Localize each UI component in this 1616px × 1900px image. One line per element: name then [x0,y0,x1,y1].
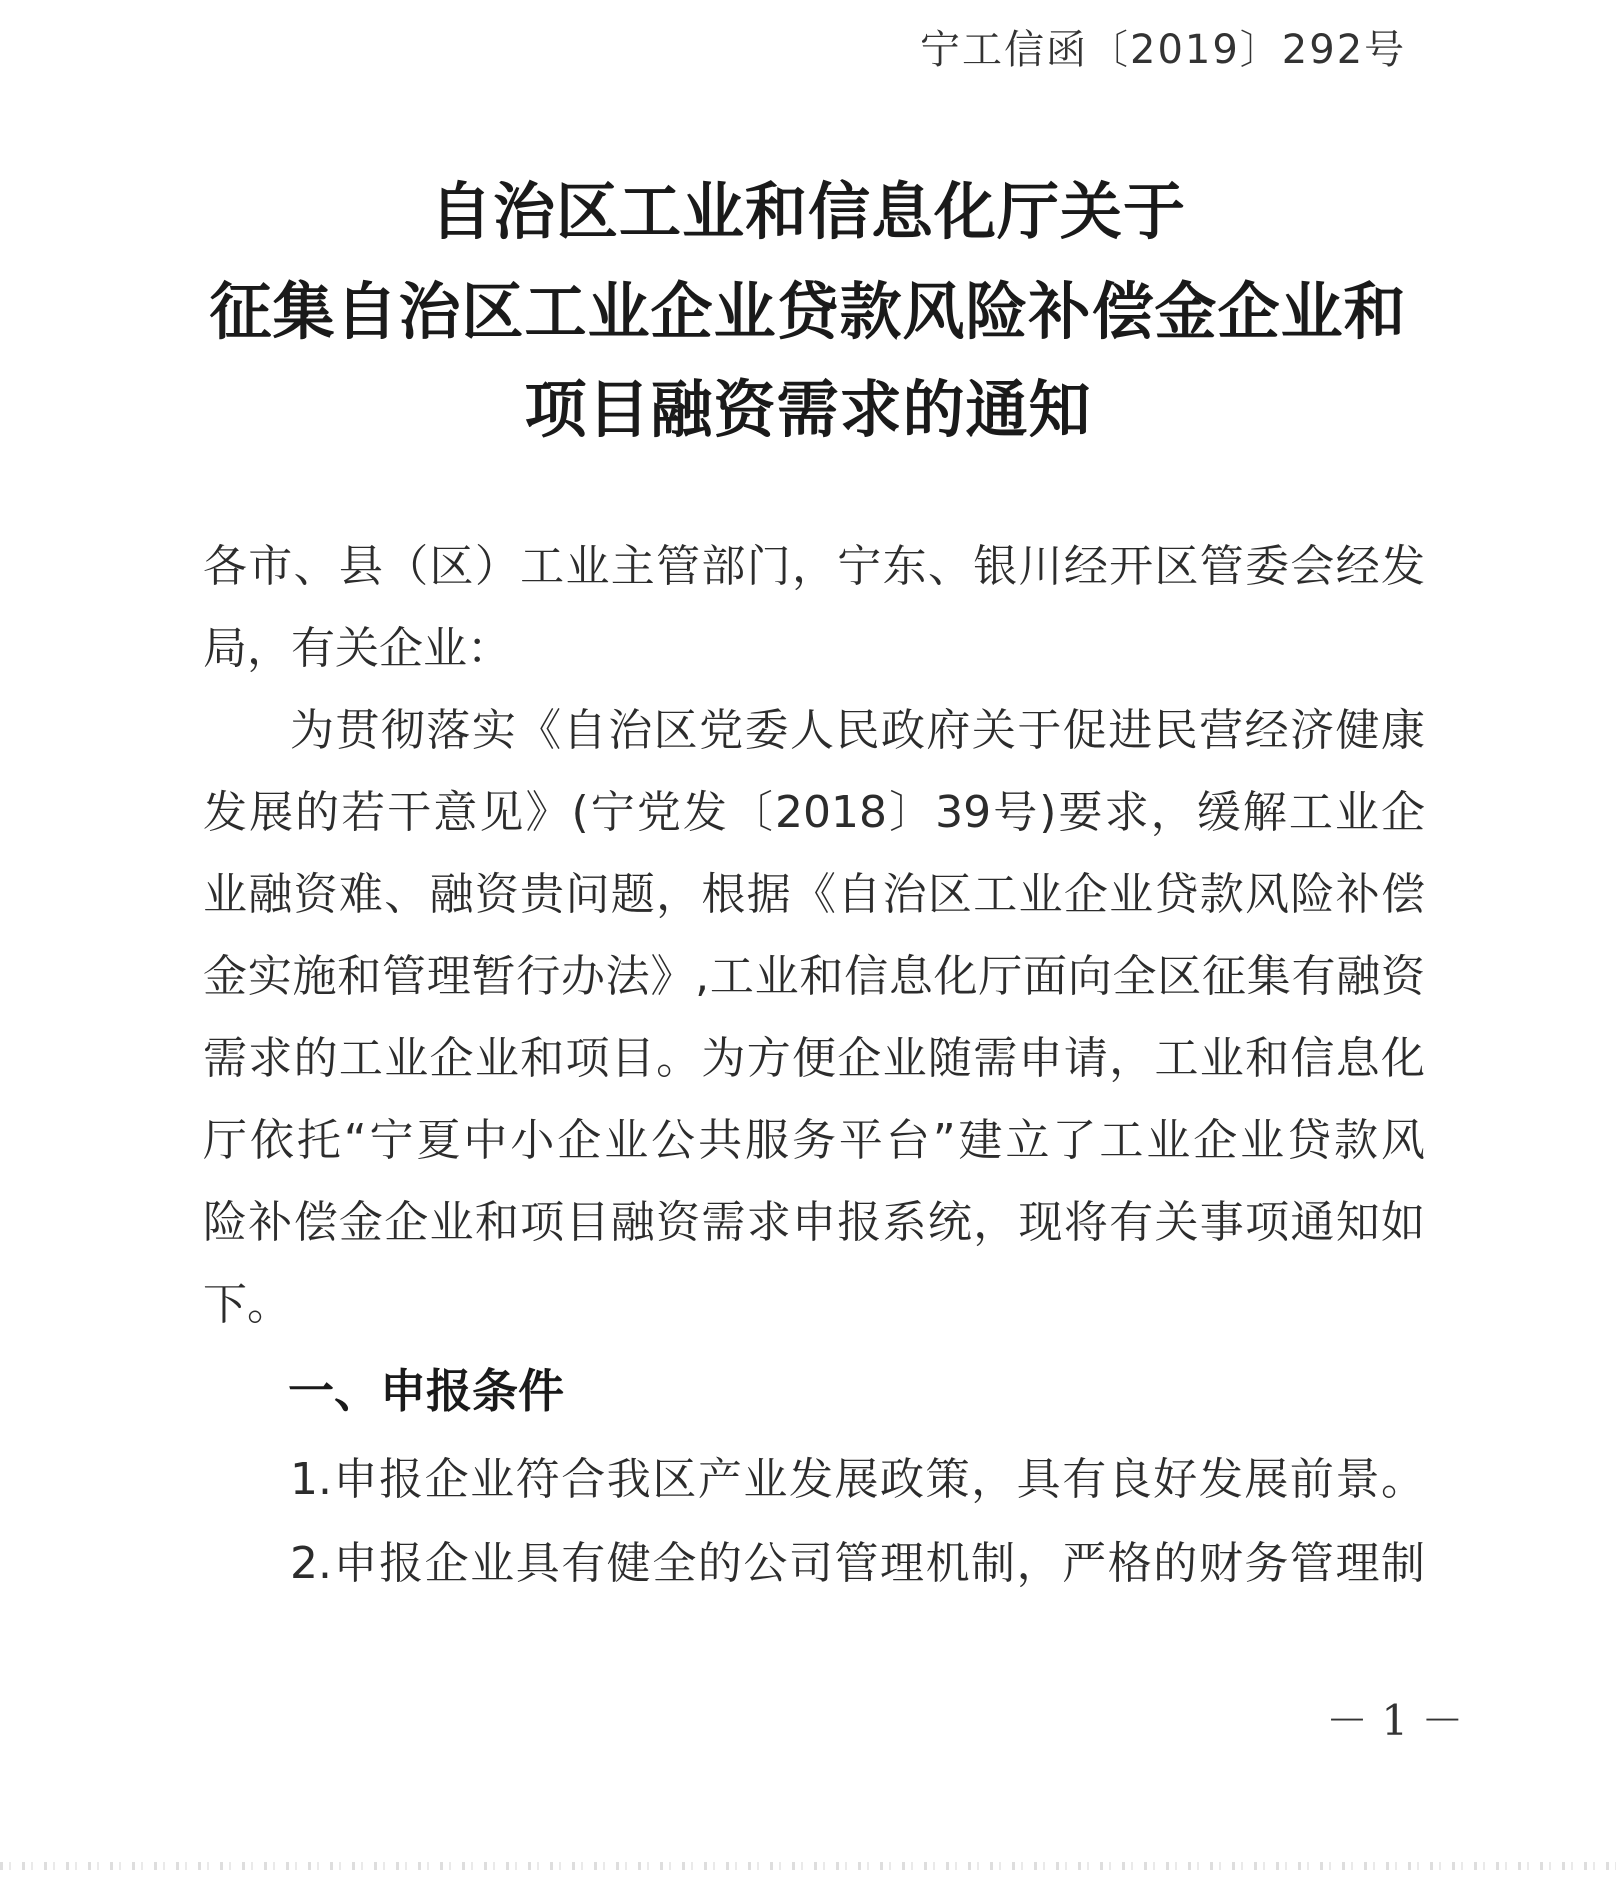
addressee-line-2: 局，有关企业： [203,623,511,674]
paragraph-line: 发展的若干意见》(宁党发〔2018〕39号)要求，缓解工业企 [203,787,1425,838]
paragraph-line: 厅依托“宁夏中小企业公共服务平台”建立了工业企业贷款风 [203,1115,1425,1166]
paragraph-line: 为贯彻落实《自治区党委人民政府关于促进民营经济健康 [290,705,1425,756]
page-number: － 1 － [1326,1696,1464,1745]
paragraph-line: 金实施和管理暂行办法》,工业和信息化厅面向全区征集有融资 [203,951,1425,1002]
list-item-1: 1.申报企业符合我区产业发展政策，具有良好发展前景。 [290,1454,1425,1505]
paragraph-line: 下。 [203,1279,291,1330]
scan-artifact [0,1862,1616,1870]
paragraph-line: 业融资难、融资贵问题，根据《自治区工业企业贷款风险补偿 [203,869,1425,920]
title-line-1: 自治区工业和信息化厅关于 [429,175,1186,248]
addressee-line-1: 各市、县（区）工业主管部门，宁东、银川经开区管委会经发 [203,541,1425,592]
paragraph-line: 需求的工业企业和项目。为方便企业随需申请，工业和信息化 [203,1033,1425,1084]
title-line-2: 征集自治区工业企业贷款风险补偿金企业和 [209,275,1407,348]
document-number: 宁工信函〔2019〕292号 [920,27,1407,73]
section-heading: 一、申报条件 [288,1364,564,1418]
list-item-2: 2.申报企业具有健全的公司管理机制，严格的财务管理制 [290,1538,1425,1589]
title-line-3: 项目融资需求的通知 [524,373,1092,446]
paragraph-line: 险补偿金企业和项目融资需求申报系统，现将有关事项通知如 [203,1197,1425,1248]
